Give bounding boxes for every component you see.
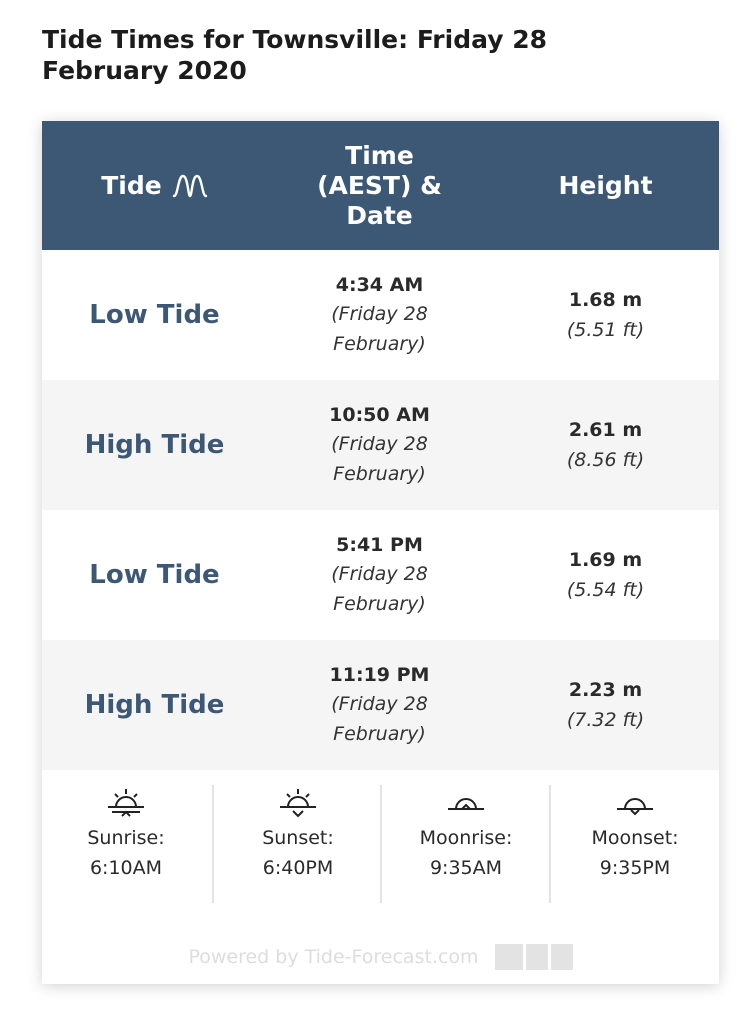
moonrise-item — [380, 785, 550, 903]
sunrise-icon — [104, 785, 148, 821]
tide-time: 4:34 AM — [335, 274, 424, 296]
logo-wave-icon — [495, 944, 523, 970]
sunset-label: Sunset: — [262, 827, 334, 849]
sunrise-label: Sunrise: — [87, 827, 165, 849]
tide-height-ft: (7.32 ft) — [566, 709, 645, 731]
header-tide-label: Tide — [101, 170, 162, 200]
tide-rows — [42, 250, 719, 770]
header-height — [492, 121, 719, 250]
table-row — [42, 250, 719, 380]
sunrise-value: 6:10AM — [89, 857, 163, 879]
tide-height-m: 1.69 m — [568, 549, 643, 571]
page-title: Tide Times for Townsville: Friday 28 February 2020 — [42, 25, 547, 85]
moonrise-value: 9:35AM — [429, 857, 503, 879]
powered-by-link[interactable] — [42, 941, 719, 973]
tide-type: High Tide — [84, 690, 225, 720]
tide-date: (Friday 28 February) — [331, 563, 428, 615]
tide-height-m: 2.61 m — [568, 419, 643, 441]
tide-date: (Friday 28 February) — [331, 693, 428, 745]
header-tide — [42, 121, 267, 250]
tide-forecast-logo-icon — [495, 944, 573, 970]
table-header — [42, 121, 719, 250]
tide-time: 5:41 PM — [336, 534, 423, 556]
tide-date: (Friday 28 February) — [331, 303, 428, 355]
table-row — [42, 640, 719, 770]
tide-type: Low Tide — [89, 560, 220, 590]
sunset-value: 6:40PM — [262, 857, 334, 879]
tide-height-ft: (5.54 ft) — [566, 579, 645, 601]
tide-type: High Tide — [84, 430, 225, 460]
moonset-label: Moonset: — [591, 827, 679, 849]
header-height-label: Height — [558, 170, 653, 200]
tide-date: (Friday 28 February) — [331, 433, 428, 485]
moonset-icon — [613, 785, 657, 821]
tide-height-m: 1.68 m — [568, 289, 643, 311]
header-time-label: Time (AEST) & Date — [317, 140, 442, 230]
logo-sail-icon — [551, 944, 573, 970]
sunset-item — [212, 785, 382, 903]
tide-height-ft: (5.51 ft) — [566, 319, 645, 341]
moonrise-label: Moonrise: — [419, 827, 513, 849]
tide-wave-icon — [172, 172, 208, 200]
tide-height-m: 2.23 m — [568, 679, 643, 701]
moonset-item — [549, 785, 719, 903]
table-row — [42, 380, 719, 510]
tide-height-ft: (8.56 ft) — [566, 449, 645, 471]
tide-times-card — [42, 121, 719, 984]
sunrise-item — [42, 785, 210, 903]
powered-by-text: Powered by Tide-Forecast.com — [188, 946, 479, 968]
sun-moon-times — [42, 770, 719, 920]
tide-time: 10:50 AM — [329, 404, 430, 426]
tide-type: Low Tide — [89, 300, 220, 330]
sunset-icon — [276, 785, 320, 821]
moonrise-icon — [444, 785, 488, 821]
table-row — [42, 510, 719, 640]
tide-time: 11:19 PM — [329, 664, 430, 686]
moonset-value: 9:35PM — [599, 857, 671, 879]
logo-arrows-icon — [526, 944, 548, 970]
header-time — [267, 121, 492, 250]
